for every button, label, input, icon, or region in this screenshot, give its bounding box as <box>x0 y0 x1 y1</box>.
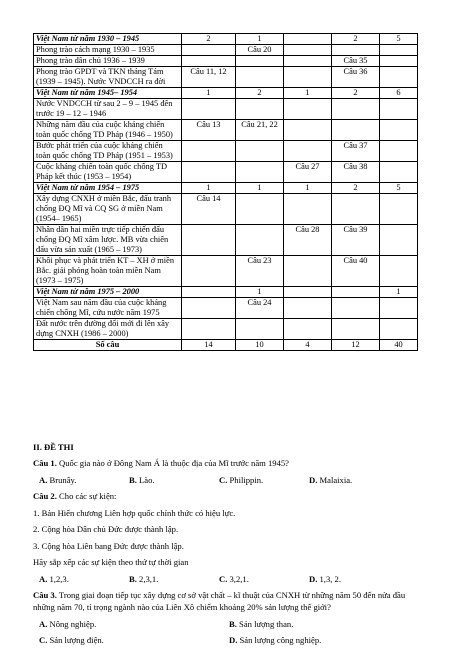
level-cell-1: 2 <box>182 34 236 45</box>
question-2-event-2: 2. Cộng hòa Dân chủ Đức được thành lập. <box>33 524 179 534</box>
level-cell-1 <box>182 298 236 319</box>
topic-cell: Khôi phục và phát triển KT – XH ở miền Bắc. giải phóng hoàn toàn miền Nam (1973 – 1975) <box>34 256 182 287</box>
question-2-prompt: Hãy sắp xếp các sự kiện theo thứ tự thời gian <box>33 557 189 567</box>
question-2 <box>33 490 423 502</box>
period-row <box>34 287 418 298</box>
level-cell-5 <box>380 319 418 340</box>
level-cell-1 <box>182 162 236 183</box>
level-cell-4: 2 <box>332 88 380 99</box>
question-1-text: Quốc gia nào ở Đông Nam Á là thuộc địa của Mĩ trước năm 1945? <box>56 458 290 468</box>
topic-cell: Phong trào dân chủ 1936 – 1939 <box>34 56 182 67</box>
level-cell-5 <box>380 225 418 256</box>
level-cell-2 <box>236 225 284 256</box>
topic-cell: Phong trào cách mạng 1930 – 1935 <box>34 45 182 56</box>
question-3-text: Trong giai đoạn tiếp tục xây dựng cơ sở vật chất – kĩ thuật của CNXH từ những năm 50 đến nửa đầu những năm 70, tỉ trọng ngành nào của Liên Xô chiếm khoảng 20% sản lượng thế giới? <box>33 590 406 612</box>
topic-row <box>34 298 418 319</box>
level-cell-3 <box>284 99 332 120</box>
level-cell-3: 1 <box>284 183 332 194</box>
level-cell-4 <box>332 287 380 298</box>
level-cell-1 <box>182 99 236 120</box>
level-cell-2: Câu 23 <box>236 256 284 287</box>
topic-row <box>34 141 418 162</box>
level-cell-3 <box>284 67 332 88</box>
level-cell-2: Câu 24 <box>236 298 284 319</box>
level-cell-1: 1 <box>182 88 236 99</box>
level-cell-1 <box>182 256 236 287</box>
matrix-body <box>34 34 418 351</box>
level-cell-5 <box>380 67 418 88</box>
level-cell-3: 1 <box>284 88 332 99</box>
topic-cell: Xây dựng CNXH ở miền Bắc, đấu tranh chống ĐQ Mĩ và CQ SG ở miền Nam (1954– 1965) <box>34 194 182 225</box>
total-row <box>34 340 418 351</box>
level-cell-1 <box>182 319 236 340</box>
level-cell-5: 5 <box>380 34 418 45</box>
topic-row <box>34 56 418 67</box>
level-cell-2: Câu 20 <box>236 45 284 56</box>
level-cell-5 <box>380 256 418 287</box>
level-cell-1 <box>182 141 236 162</box>
level-cell-1: Câu 13 <box>182 120 236 141</box>
topic-cell: Nhân dân hai miền trực tiếp chiến đấu chống ĐQ Mĩ xâm lược. MB vừa chiến đấu vừa sản xuất (1965 – 1973) <box>34 225 182 256</box>
topic-row <box>34 45 418 56</box>
option-d: D. Sản lượng công nghiệp. <box>229 635 322 645</box>
level-cell-3 <box>284 256 332 287</box>
question-1-label: Câu 1. <box>33 458 57 468</box>
level-cell-3 <box>284 34 332 45</box>
level-cell-1 <box>182 45 236 56</box>
question-3 <box>33 589 423 613</box>
level-cell-4 <box>332 99 380 120</box>
level-cell-3: Câu 27 <box>284 162 332 183</box>
option-a: A. Brunây. <box>39 474 77 485</box>
level-cell-5: 40 <box>380 340 418 351</box>
period-row <box>34 183 418 194</box>
section-title: II. ĐỀ THI <box>33 442 74 452</box>
level-cell-3: Câu 28 <box>284 225 332 256</box>
level-cell-4 <box>332 120 380 141</box>
topic-cell: Số câu <box>34 340 182 351</box>
level-cell-1: Câu 14 <box>182 194 236 225</box>
question-3-options-row-2 <box>33 634 423 646</box>
level-cell-2 <box>236 67 284 88</box>
level-cell-5 <box>380 99 418 120</box>
question-2-event-3: 3. Cộng hòa Liên bang Đức được thành lập. <box>33 540 184 551</box>
option-c: C. Philippin. <box>219 474 264 485</box>
level-cell-4: 2 <box>332 183 380 194</box>
question-1-options <box>33 474 423 486</box>
level-cell-3 <box>284 298 332 319</box>
level-cell-5 <box>380 298 418 319</box>
level-cell-4 <box>332 45 380 56</box>
option-d: D. 1,3, 2. <box>309 573 341 584</box>
option-b: B. 2,3,1. <box>129 573 159 584</box>
level-cell-5: 5 <box>380 183 418 194</box>
topic-cell: Đất nước trên đường đổi mới đi lên xây dựng CNXH (1986 – 2000) <box>34 319 182 340</box>
question-3-label: Câu 3. <box>33 590 57 600</box>
period-row <box>34 34 418 45</box>
option-c: C. 3,2,1. <box>219 573 249 584</box>
level-cell-2: 2 <box>236 88 284 99</box>
level-cell-1: Câu 11, 12 <box>182 67 236 88</box>
level-cell-5 <box>380 141 418 162</box>
topic-cell: Việt Nam từ năm 1930 – 1945 <box>34 34 182 45</box>
option-c: C. Sản lượng điện. <box>39 635 104 645</box>
level-cell-5 <box>380 56 418 67</box>
question-matrix-table <box>33 33 418 351</box>
question-2-label: Câu 2. <box>33 491 57 501</box>
level-cell-2: 1 <box>236 183 284 194</box>
level-cell-2 <box>236 162 284 183</box>
level-cell-4 <box>332 194 380 225</box>
level-cell-3 <box>284 319 332 340</box>
topic-cell: Nước VNDCCH từ sau 2 – 9 – 1945 đến trước 19 – 12 – 1946 <box>34 99 182 120</box>
level-cell-4: 12 <box>332 340 380 351</box>
level-cell-2: 1 <box>236 287 284 298</box>
level-cell-4: Câu 37 <box>332 141 380 162</box>
topic-row <box>34 162 418 183</box>
level-cell-5 <box>380 194 418 225</box>
level-cell-3 <box>284 45 332 56</box>
level-cell-1: 14 <box>182 340 236 351</box>
topic-row <box>34 319 418 340</box>
level-cell-1 <box>182 56 236 67</box>
level-cell-3 <box>284 56 332 67</box>
exam-section <box>33 441 423 651</box>
topic-row <box>34 120 418 141</box>
level-cell-4 <box>332 298 380 319</box>
level-cell-2: 10 <box>236 340 284 351</box>
topic-cell: Việt Nam từ năm 1954 – 1975 <box>34 183 182 194</box>
option-a: A. 1,2,3. <box>39 573 69 584</box>
level-cell-4 <box>332 319 380 340</box>
level-cell-5 <box>380 162 418 183</box>
level-cell-2: 1 <box>236 34 284 45</box>
level-cell-2 <box>236 56 284 67</box>
topic-cell: Phong trào GPDT và TKN tháng Tám (1939 – 1945). Nước VNDCCH ra đời <box>34 67 182 88</box>
level-cell-2 <box>236 99 284 120</box>
level-cell-3 <box>284 141 332 162</box>
level-cell-5 <box>380 45 418 56</box>
topic-row <box>34 256 418 287</box>
level-cell-5: 6 <box>380 88 418 99</box>
level-cell-4: 2 <box>332 34 380 45</box>
topic-row <box>34 99 418 120</box>
level-cell-3: 4 <box>284 340 332 351</box>
option-b: B. Lào. <box>129 474 155 485</box>
level-cell-1: 1 <box>182 183 236 194</box>
level-cell-3 <box>284 287 332 298</box>
level-cell-4: Câu 36 <box>332 67 380 88</box>
option-b: B. Sản lượng than. <box>229 618 294 629</box>
level-cell-2 <box>236 194 284 225</box>
topic-cell: Những năm đầu của cuộc kháng chiến toàn quốc chống TD Pháp (1946 – 1950) <box>34 120 182 141</box>
period-row <box>34 88 418 99</box>
level-cell-1 <box>182 287 236 298</box>
level-cell-2 <box>236 319 284 340</box>
topic-row <box>34 225 418 256</box>
level-cell-2: Câu 21, 22 <box>236 120 284 141</box>
level-cell-3 <box>284 194 332 225</box>
topic-row <box>34 67 418 88</box>
level-cell-3 <box>284 120 332 141</box>
level-cell-4: Câu 38 <box>332 162 380 183</box>
topic-row <box>34 194 418 225</box>
level-cell-1 <box>182 225 236 256</box>
topic-cell: Cuộc kháng chiến toàn quốc chống TD Pháp kết thúc (1953 – 1954) <box>34 162 182 183</box>
option-a: A. Nông nghiệp. <box>39 618 97 629</box>
level-cell-4: Câu 35 <box>332 56 380 67</box>
option-d: D. Malaixia. <box>309 474 353 485</box>
topic-cell: Việt Nam sau năm đầu của cuộc kháng chiến chống Mĩ, cứu nước năm 1975 <box>34 298 182 319</box>
level-cell-4: Câu 40 <box>332 256 380 287</box>
question-2-event-1: 1. Bản Hiến chương Liên hợp quốc chính thức có hiệu lực. <box>33 507 236 518</box>
topic-cell: Bước phát triển của cuộc kháng chiến toàn quốc chống TD Pháp (1951 – 1953) <box>34 141 182 162</box>
level-cell-5 <box>380 120 418 141</box>
topic-cell: Việt Nam từ năm 1975 – 2000 <box>34 287 182 298</box>
question-3-options-row-1 <box>33 618 423 630</box>
question-2-text: Cho các sự kiện: <box>56 491 117 501</box>
level-cell-2 <box>236 141 284 162</box>
topic-cell: Việt Nam từ năm 1945– 1954 <box>34 88 182 99</box>
question-2-options <box>33 573 423 585</box>
question-1 <box>33 457 423 469</box>
level-cell-5: 1 <box>380 287 418 298</box>
level-cell-4: Câu 39 <box>332 225 380 256</box>
